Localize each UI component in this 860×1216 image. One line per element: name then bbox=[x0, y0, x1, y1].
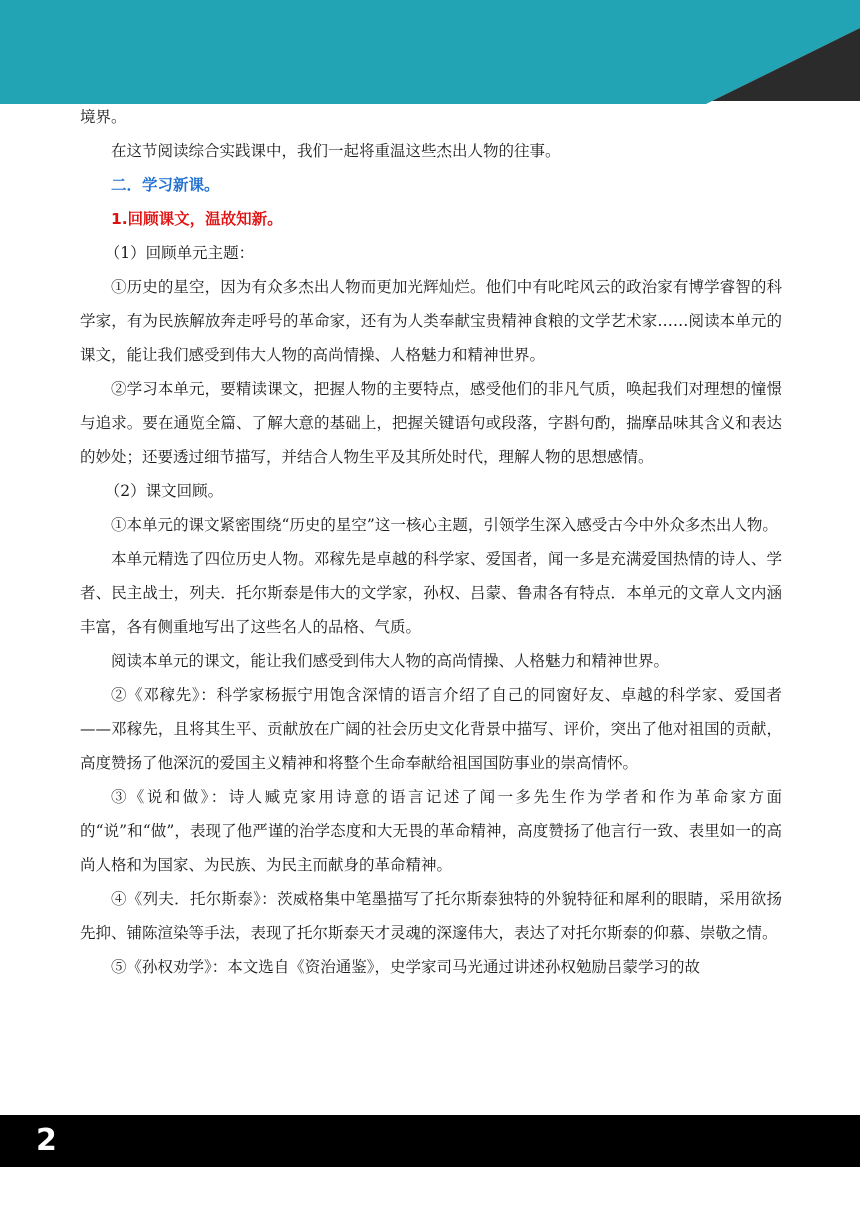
paragraph: 在这节阅读综合实践课中，我们一起将重温这些杰出人物的往事。 bbox=[111, 142, 561, 160]
subsection-label: （2）课文回顾。 bbox=[104, 482, 224, 500]
header-band-teal bbox=[0, 0, 860, 104]
document-body bbox=[80, 100, 782, 984]
header-banner bbox=[0, 0, 860, 104]
paragraph: ⑤《孙权劝学》：本文选自《资治通鉴》，史学家司马光通过讲述孙权勉励吕蒙学习的故 bbox=[111, 958, 701, 976]
paragraph: ③《说和做》：诗人臧克家用诗意的语言记述了闻一多先生作为学者和作为革命家方面的“说”和“做”，表现了他严谨的治学态度和大无畏的革命精神，高度赞扬了他言行一致、表里如一的高尚人格和为国家、为民族、为民主而献身的革命精神。 bbox=[80, 788, 782, 874]
paragraph: 本单元精选了四位历史人物。邓稼先是卓越的科学家、爱国者，闻一多是充满爱国热情的诗人、学者、民主战士，列夫．托尔斯泰是伟大的文学家，孙权、吕蒙、鲁肃各有特点．本单元的文章人文内涵丰富，各有侧重地写出了这些名人的品格、气质。 bbox=[80, 550, 782, 636]
footer-bar bbox=[0, 1115, 860, 1167]
header-decoration bbox=[0, 0, 860, 104]
paragraph: 境界。 bbox=[80, 108, 127, 126]
paragraph: ②学习本单元，要精读课文，把握人物的主要特点，感受他们的非凡气质，唤起我们对理想的憧憬与追求。要在通览全篇、了解大意的基础上，把握关键语句或段落，字斟句酌，揣摩品味其含义和表达的妙处；还要透过细节描写，并结合人物生平及其所处时代，理解人物的思想感情。 bbox=[80, 380, 782, 466]
page-number: 2 bbox=[36, 1123, 57, 1158]
paragraph: ④《列夫．托尔斯泰》：茨威格集中笔墨描写了托尔斯泰独特的外貌特征和犀利的眼睛，采用欲扬先抑、铺陈渲染等手法，表现了托尔斯泰天才灵魂的深邃伟大，表达了对托尔斯泰的仰慕、崇敬之情。 bbox=[80, 890, 782, 942]
paragraph: ①历史的星空，因为有众多杰出人物而更加光辉灿烂。他们中有叱咤风云的政治家有博学睿智的科学家，有为民族解放奔走呼号的革命家，还有为人类奉献宝贵精神食粮的文学艺术家……阅读本单元的课文，能让我们感受到伟大人物的高尚情操、人格魅力和精神世界。 bbox=[80, 278, 782, 364]
paragraph: ②《邓稼先》：科学家杨振宁用饱含深情的语言介绍了自己的同窗好友、卓越的科学家、爱国者——邓稼先，且将其生平、贡献放在广阔的社会历史文化背景中描写、评价，突出了他对祖国的贡献，高度赞扬了他深沉的爱国主义精神和将整个生命奉献给祖国国防事业的崇高情怀。 bbox=[80, 686, 782, 772]
subsection-label: （1）回顾单元主题： bbox=[104, 244, 255, 262]
subsection-heading: 1.回顾课文，温故知新。 bbox=[111, 210, 283, 228]
section-heading: 二．学习新课。 bbox=[111, 176, 220, 194]
paragraph: ①本单元的课文紧密围绕“历史的星空”这一核心主题，引领学生深入感受古今中外众多杰出人物。 bbox=[111, 516, 778, 534]
paragraph: 阅读本单元的课文，能让我们感受到伟大人物的高尚情操、人格魅力和精神世界。 bbox=[111, 652, 670, 670]
